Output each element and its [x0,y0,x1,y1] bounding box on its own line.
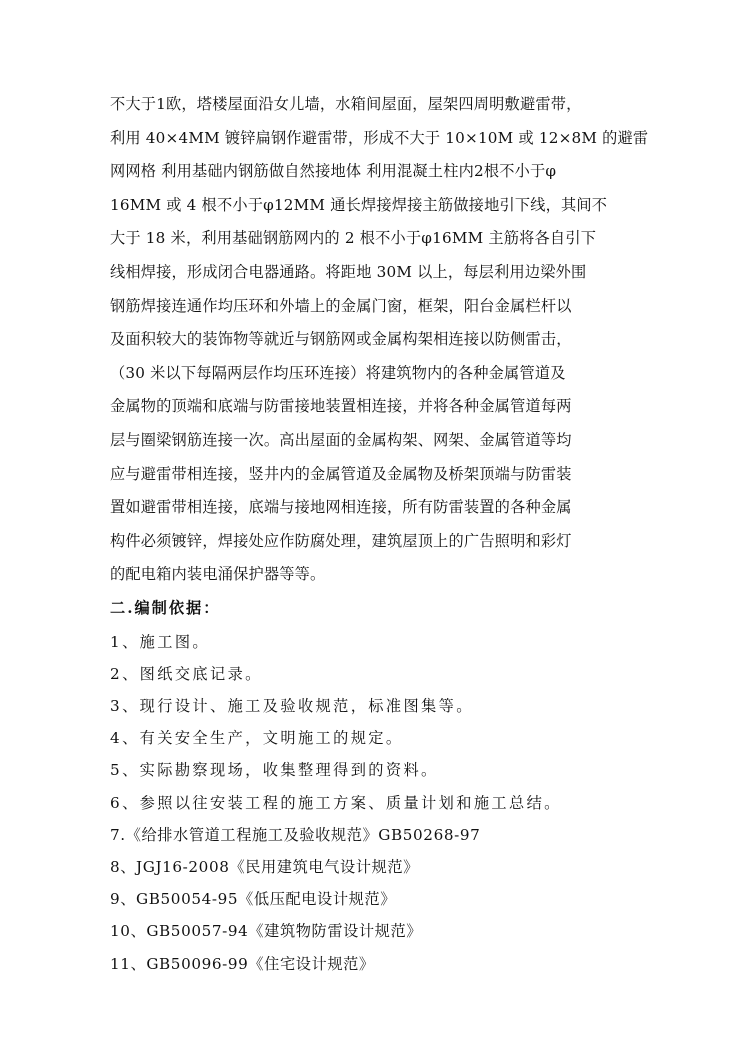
basis-list [110,626,640,980]
body-line: 大于 18 米，利用基础钢筋网内的 2 根不小于φ16MM 主筋将各自引下 [110,229,597,248]
document-page [110,88,649,980]
body-line: 的配电箱内装电涌保护器等等。 [110,565,326,584]
body-line: 层与圈梁钢筋连接一次。高出屋面的金属构架、网架、金属管道等均 [110,430,572,449]
body-line: 网网格 利用基础内钢筋做自然接地体 利用混凝土柱内2根不小于φ [110,162,557,181]
list-item: 6、参照以往安装工程的施工方案、质量计划和施工总结。 [110,793,562,812]
section-heading: 二.编制依据： [110,598,221,617]
body-line: 线相焊接，形成闭合电器通路。将距地 30M 以上，每层利用边梁外围 [110,262,587,281]
list-item: 8、JGJ16-2008《民用建筑电气设计规范》 [110,857,419,876]
list-item: 4、有关安全生产，文明施工的规定。 [110,729,404,748]
body-line: 置如避雷带相连接，底端与接地网相连接，所有防雷装置的各种金属 [110,498,572,517]
list-item: 2、图纸交底记录。 [110,664,263,683]
list-item: 3、现行设计、施工及验收规范，标准图集等。 [110,696,474,715]
body-line: 钢筋焊接连通作均压环和外墙上的金属门窗，框架，阳台金属栏杆以 [110,296,572,315]
body-line: 不大于1欧，塔楼屋面沿女儿墙，水箱间屋面，屋架四周明敷避雷带， [110,95,582,113]
list-item: 7.《给排水管道工程施工及验收规范》GB50268-97 [110,825,481,844]
list-item: 10、GB50057-94《建筑物防雷设计规范》 [110,922,423,941]
body-line: 16MM 或 4 根不小于φ12MM 通长焊接焊接主筋做接地引下线，其间不 [110,195,608,214]
body-line: 及面积较大的装饰物等就近与钢筋网或金属构架相连接以防侧雷击， [110,330,572,349]
list-item: 9、GB50054-95《低压配电设计规范》 [110,890,396,909]
list-item: 5、实际勘察现场，收集整理得到的资料。 [110,761,439,780]
list-item: 11、GB50096-99《住宅设计规范》 [110,954,375,973]
body-line: 利用 40×4MM 镀锌扁钢作避雷带，形成不大于 10×10M 或 12×8M 的避雷 [110,128,649,147]
body-paragraph [110,88,649,592]
body-line: 构件必须镀锌，焊接处应作防腐处理，建筑屋顶上的广告照明和彩灯 [110,531,572,550]
body-line: （30 米以下每隔两层作均压环连接）将建筑物内的各种金属管道及 [110,363,566,382]
body-line: 金属物的顶端和底端与防雷接地装置相连接，并将各种金属管道每两 [110,397,572,416]
body-line: 应与避雷带相连接，竖井内的金属管道及金属物及桥架顶端与防雷装 [110,464,572,483]
list-item: 1、施工图。 [110,632,211,651]
